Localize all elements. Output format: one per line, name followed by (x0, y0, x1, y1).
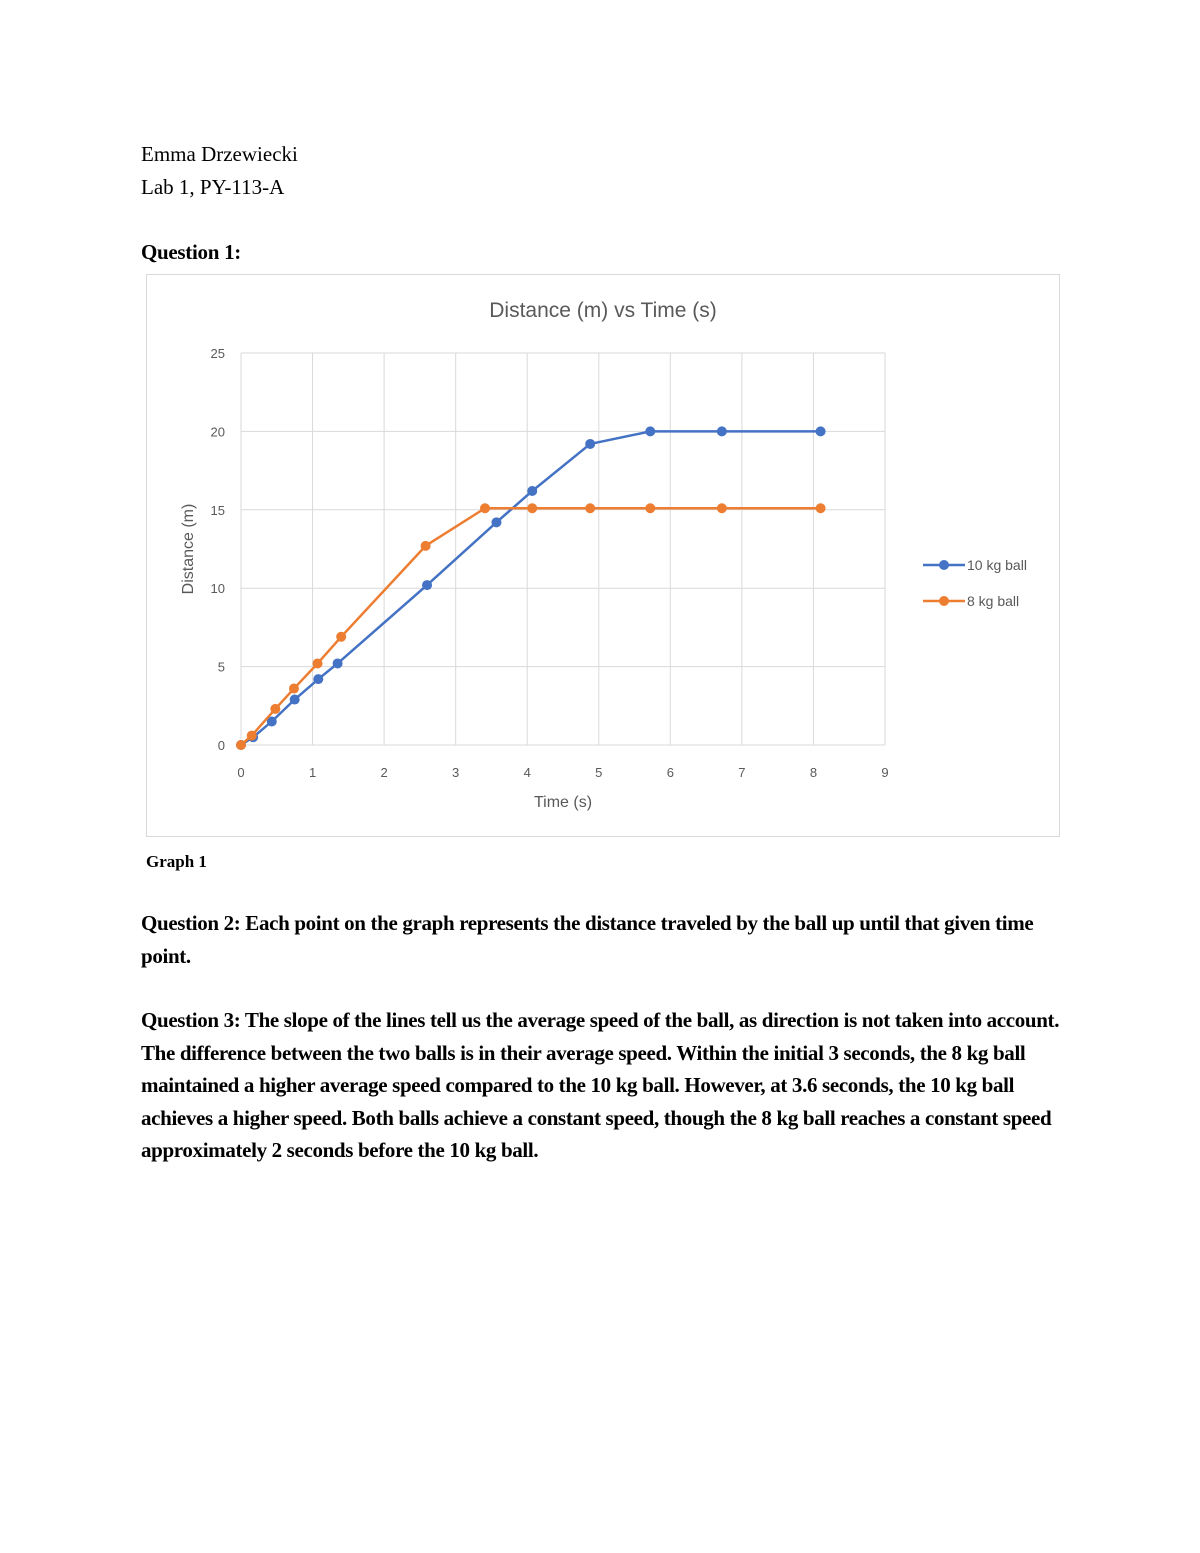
question-2-answer: Question 2: Each point on the graph represents the distance traveled by the ball up until that given time point. (141, 911, 1034, 968)
data-point-10kg (290, 695, 300, 705)
data-point-8kg (336, 632, 346, 642)
x-tick-label: 7 (738, 765, 746, 780)
chart-title: Distance (m) vs Time (s) (489, 299, 717, 322)
data-point-8kg (289, 684, 299, 694)
author-name: Emma Drzewiecki (141, 142, 298, 166)
x-tick-label: 1 (308, 765, 317, 780)
data-point-10kg (333, 658, 343, 668)
x-tick-label: 4 (523, 765, 531, 780)
x-tick-label: 9 (881, 765, 889, 780)
course-label: Lab 1, PY-113-A (141, 175, 285, 199)
data-point-8kg (313, 658, 323, 668)
data-point-10kg (313, 674, 323, 684)
x-tick-label: 2 (380, 765, 388, 780)
legend-marker-10kg (939, 560, 949, 570)
data-point-8kg (816, 503, 826, 513)
data-point-10kg (645, 426, 655, 436)
x-tick-label: 8 (809, 765, 818, 780)
legend-label-8kg: 8 kg ball (967, 593, 1020, 609)
legend-label-10kg: 10 kg ball (967, 557, 1027, 573)
chart-container (146, 274, 1060, 837)
data-point-8kg (236, 740, 246, 750)
data-point-10kg (816, 426, 826, 436)
data-point-10kg (585, 439, 595, 449)
data-point-8kg (527, 503, 537, 513)
y-tick-label: 20 (210, 424, 225, 440)
question-3-answer: Question 3: The slope of the lines tell us the average speed of the ball, as direction is not taken into account. The difference between the two balls is in their average speed. Within the initial 3 seconds, the 8 kg ball maintained a higher average speed compared to the 10 kg ball. However, at 3.6 seconds, the 10 kg ball achieves a higher speed. Both balls achieve a constant speed, though the 8 kg ball reaches a constant speed approximately 2 seconds before the 10 kg ball. (141, 1008, 1060, 1162)
data-point-10kg (491, 517, 501, 527)
data-point-8kg (645, 503, 655, 513)
data-point-8kg (585, 503, 595, 513)
y-tick-label: 5 (217, 659, 225, 675)
x-tick-label: 0 (237, 765, 245, 780)
x-tick-label: 5 (595, 765, 603, 780)
data-point-8kg (247, 731, 257, 741)
y-tick-label: 15 (210, 502, 225, 518)
distance-time-chart (147, 275, 1059, 836)
legend-marker-8kg (939, 596, 949, 606)
y-tick-label: 0 (217, 738, 225, 753)
data-point-10kg (422, 580, 432, 590)
data-point-8kg (480, 503, 490, 513)
x-tick-label: 6 (666, 765, 674, 780)
x-axis-label: Time (s) (533, 794, 593, 811)
data-point-10kg (527, 486, 537, 496)
question-1-heading: Question 1: (141, 240, 241, 264)
data-point-8kg (270, 704, 280, 714)
graph-caption: Graph 1 (146, 852, 207, 871)
y-tick-label: 10 (210, 581, 225, 597)
data-point-8kg (421, 541, 431, 551)
y-axis-label: Distance (m) (180, 503, 197, 595)
data-point-8kg (717, 503, 727, 513)
series-line-8kg (241, 508, 821, 745)
data-point-10kg (717, 426, 727, 436)
x-tick-label: 3 (452, 765, 460, 780)
y-tick-label: 25 (210, 346, 225, 361)
